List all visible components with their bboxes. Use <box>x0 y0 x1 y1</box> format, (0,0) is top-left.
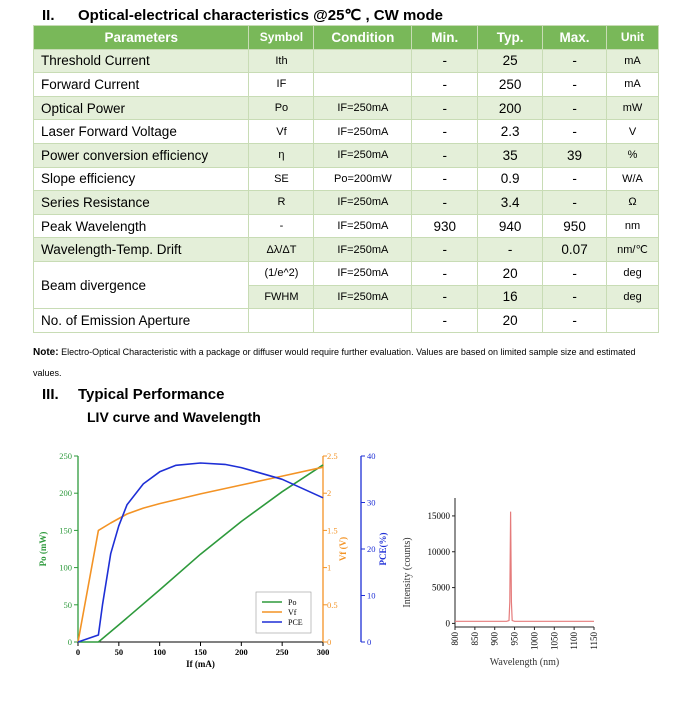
cell-max: - <box>543 285 607 309</box>
intensity-tick-label: 0 <box>445 618 450 629</box>
cell-min: - <box>412 285 478 309</box>
cell-param: No. of Emission Aperture <box>34 309 249 333</box>
cell-typ: 2.3 <box>478 120 543 144</box>
cell-typ: 0.9 <box>478 167 543 191</box>
vf-tick-label: 1 <box>327 562 332 573</box>
po-tick-label: 150 <box>59 525 72 536</box>
cell-min: - <box>412 238 478 262</box>
pce-tick-label: 30 <box>367 497 376 508</box>
characteristics-table <box>33 25 659 333</box>
vf-tick-label: 0.5 <box>327 599 338 610</box>
pce-tick-label: 10 <box>367 590 376 601</box>
cell-min: - <box>412 120 478 144</box>
cell-min: - <box>412 143 478 167</box>
cell-unit: mA <box>607 49 659 73</box>
cell-typ: 3.4 <box>478 191 543 215</box>
legend-label: PCE <box>288 618 303 627</box>
cell-condition: IF=250mA <box>314 285 412 309</box>
wavelength-tick-label: 1050 <box>549 632 560 650</box>
section-iii-subtitle: LIV curve and Wavelength <box>87 409 261 425</box>
cell-max: 0.07 <box>543 238 607 262</box>
wavelength-tick-label: 900 <box>489 632 500 646</box>
header-unit: Unit <box>607 26 659 50</box>
cell-condition: Po=200mW <box>314 167 412 191</box>
pce-tick-label: 40 <box>367 451 376 461</box>
section-ii-number: II. <box>42 7 55 24</box>
header-typ: Typ. <box>478 26 543 50</box>
cell-unit: deg <box>607 285 659 309</box>
cell-condition <box>314 309 412 333</box>
table-row <box>34 120 659 144</box>
legend-label: Vf <box>288 608 297 617</box>
wavelength-tick-label: 1100 <box>569 632 580 650</box>
wavelength-tick-label: 1000 <box>529 632 540 650</box>
table-row <box>34 191 659 215</box>
cell-max: - <box>543 167 607 191</box>
cell-min: - <box>412 96 478 120</box>
intensity-tick-label: 10000 <box>427 546 450 557</box>
liv-chart <box>30 445 390 675</box>
cell-min: - <box>412 167 478 191</box>
cell-typ: 16 <box>478 285 543 309</box>
spectrum-line <box>455 512 594 622</box>
cell-unit: mA <box>607 73 659 97</box>
po-axis-label: Po (mW) <box>38 531 48 567</box>
cell-symbol: (1/e^2) <box>249 261 314 285</box>
vf-tick-label: 1.5 <box>327 525 338 536</box>
x-tick-label: 0 <box>75 647 81 657</box>
x-axis-label: If (mA) <box>186 659 215 669</box>
cell-typ: 25 <box>478 49 543 73</box>
cell-typ: 940 <box>478 214 543 238</box>
table-row <box>34 143 659 167</box>
intensity-axis-label: Intensity (counts) <box>402 537 413 608</box>
wavelength-tick-label: 850 <box>469 632 480 646</box>
cell-max: - <box>543 49 607 73</box>
section-iii-number: III. <box>42 386 59 403</box>
cell-typ: 20 <box>478 261 543 285</box>
cell-max: - <box>543 73 607 97</box>
cell-unit: Ω <box>607 191 659 215</box>
table-row <box>34 309 659 333</box>
cell-condition <box>314 73 412 97</box>
cell-typ: 200 <box>478 96 543 120</box>
cell-symbol: Vf <box>249 120 314 144</box>
cell-min: 930 <box>412 214 478 238</box>
cell-param: Beam divergence <box>34 261 249 308</box>
cell-unit <box>607 309 659 333</box>
note <box>33 342 663 383</box>
cell-param: Wavelength-Temp. Drift <box>34 238 249 262</box>
pce-axis-label: PCE(%) <box>378 532 388 566</box>
header-condition: Condition <box>314 26 412 50</box>
po-tick-label: 250 <box>59 451 72 461</box>
cell-unit: nm <box>607 214 659 238</box>
cell-condition: IF=250mA <box>314 143 412 167</box>
cell-min: - <box>412 191 478 215</box>
cell-param: Peak Wavelength <box>34 214 249 238</box>
cell-condition: IF=250mA <box>314 238 412 262</box>
cell-condition: IF=250mA <box>314 120 412 144</box>
cell-unit: W/A <box>607 167 659 191</box>
cell-typ: 20 <box>478 309 543 333</box>
vf-tick-label: 0 <box>327 637 332 647</box>
vf-tick-label: 2.5 <box>327 451 338 461</box>
cell-max: 39 <box>543 143 607 167</box>
cell-symbol: FWHM <box>249 285 314 309</box>
cell-symbol: Po <box>249 96 314 120</box>
vf-axis-label: Vf (V) <box>338 536 348 562</box>
cell-unit: deg <box>607 261 659 285</box>
po-tick-label: 100 <box>59 562 72 573</box>
cell-typ: - <box>478 238 543 262</box>
cell-condition: IF=250mA <box>314 191 412 215</box>
wavelength-tick-label: 800 <box>450 632 460 646</box>
cell-condition: IF=250mA <box>314 214 412 238</box>
cell-unit: V <box>607 120 659 144</box>
cell-param: Forward Current <box>34 73 249 97</box>
cell-min: - <box>412 73 478 97</box>
cell-unit: % <box>607 143 659 167</box>
table-row <box>34 167 659 191</box>
cell-symbol: Δλ/ΔT <box>249 238 314 262</box>
cell-min: - <box>412 49 478 73</box>
cell-param: Power conversion efficiency <box>34 143 249 167</box>
table-row <box>34 238 659 262</box>
section-ii-heading <box>42 6 443 24</box>
cell-param: Threshold Current <box>34 49 249 73</box>
spectrum-chart <box>400 490 615 675</box>
x-tick-label: 150 <box>194 647 207 657</box>
wavelength-tick-label: 950 <box>509 632 520 646</box>
cell-min: - <box>412 309 478 333</box>
pce-tick-label: 0 <box>367 637 372 647</box>
cell-max: - <box>543 120 607 144</box>
cell-symbol: R <box>249 191 314 215</box>
legend <box>256 592 311 633</box>
section-ii-title: Optical-electrical characteristics @25℃ , CW mode <box>78 7 443 24</box>
cell-param: Slope efficiency <box>34 167 249 191</box>
intensity-tick-label: 5000 <box>432 582 450 593</box>
cell-symbol: IF <box>249 73 314 97</box>
section-iii-heading <box>42 386 224 403</box>
table-header-row <box>34 26 659 50</box>
note-label: Note: <box>33 347 59 358</box>
vf-tick-label: 2 <box>327 488 332 499</box>
x-tick-label: 250 <box>275 647 289 657</box>
cell-max: 950 <box>543 214 607 238</box>
cell-condition: IF=250mA <box>314 261 412 285</box>
cell-max: - <box>543 261 607 285</box>
intensity-tick-label: 15000 <box>427 510 450 521</box>
cell-condition: IF=250mA <box>314 96 412 120</box>
cell-min: - <box>412 261 478 285</box>
po-tick-label: 50 <box>63 599 72 610</box>
header-symbol: Symbol <box>249 26 314 50</box>
cell-param: Series Resistance <box>34 191 249 215</box>
cell-symbol: - <box>249 214 314 238</box>
table-row <box>34 96 659 120</box>
po-tick-label: 0 <box>67 637 72 647</box>
x-tick-label: 200 <box>234 647 248 657</box>
cell-max: - <box>543 96 607 120</box>
header-parameters: Parameters <box>34 26 249 50</box>
x-tick-label: 100 <box>153 647 167 657</box>
cell-param: Laser Forward Voltage <box>34 120 249 144</box>
legend-label: Po <box>288 598 297 607</box>
cell-typ: 35 <box>478 143 543 167</box>
cell-symbol: Ith <box>249 49 314 73</box>
table-row <box>34 49 659 73</box>
note-text: Electro-Optical Characteristic with a package or diffuser would require further evaluation. Values are based on limited sample size and estimated values. <box>33 347 636 378</box>
cell-symbol <box>249 309 314 333</box>
table-row <box>34 214 659 238</box>
pce-tick-label: 20 <box>367 544 376 554</box>
wavelength-tick-label: 1150 <box>589 632 599 650</box>
cell-max: - <box>543 309 607 333</box>
table-row <box>34 73 659 97</box>
cell-param: Optical Power <box>34 96 249 120</box>
x-tick-label: 50 <box>114 647 124 657</box>
cell-typ: 250 <box>478 73 543 97</box>
cell-symbol: η <box>249 143 314 167</box>
cell-max: - <box>543 191 607 215</box>
table-row <box>34 261 659 285</box>
po-tick-label: 200 <box>59 488 72 499</box>
cell-unit: nm/℃ <box>607 238 659 262</box>
section-iii-title: Typical Performance <box>78 386 225 403</box>
x-tick-label: 300 <box>316 647 330 657</box>
header-max: Max. <box>543 26 607 50</box>
wavelength-axis-label: Wavelength (nm) <box>489 657 560 668</box>
cell-unit: mW <box>607 96 659 120</box>
header-min: Min. <box>412 26 478 50</box>
cell-symbol: SE <box>249 167 314 191</box>
cell-condition <box>314 49 412 73</box>
